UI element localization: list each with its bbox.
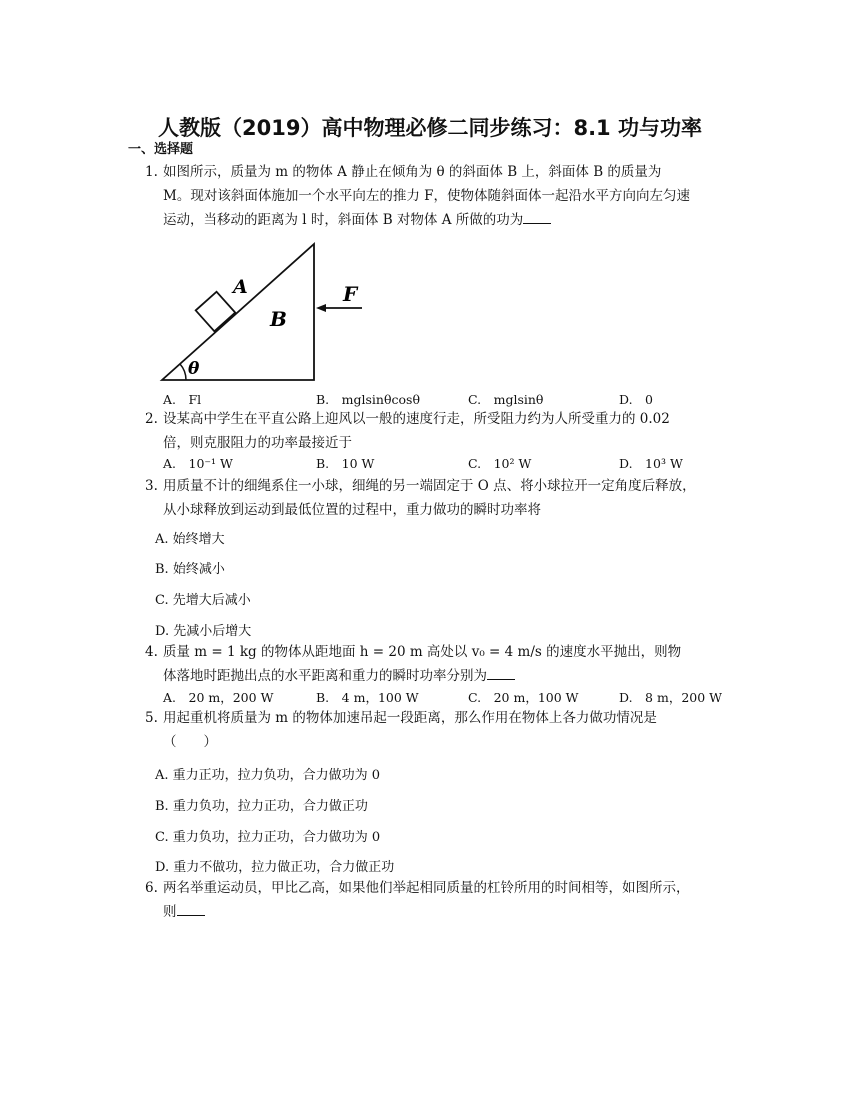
options-q2 xyxy=(163,454,763,474)
option-a: A. Fl xyxy=(163,392,202,407)
question-text-line: 体落地时距抛出点的水平距离和重力的瞬时功率分别为 xyxy=(163,668,487,684)
option-c: C. 20 m，100 W xyxy=(468,690,579,705)
option-d: D. 先减小后增大 xyxy=(155,624,252,639)
question-text-line: 如图所示，质量为 m 的物体 A 静止在倾角为 θ 的斜面体 B 上，斜面体 B 的质量为 xyxy=(163,164,662,180)
label-f: F xyxy=(343,282,358,306)
question-text-line: 用质量不计的细绳系住一小球，细绳的另一端固定于 O 点、将小球拉开一定角度后释放， xyxy=(163,478,696,494)
incline-triangle xyxy=(162,244,314,380)
question-text-line: 则 xyxy=(163,904,177,920)
option-a: A. 始终增大 xyxy=(155,532,225,547)
question-1 xyxy=(145,160,745,232)
option-b: B. mglsinθcosθ xyxy=(316,392,420,407)
answer-blank xyxy=(523,209,551,224)
label-theta: θ xyxy=(188,359,200,379)
option-c: C. mglsinθ xyxy=(468,392,544,407)
option-c: C. 重力负功，拉力正功，合力做功为 0 xyxy=(155,830,381,845)
question-text-line: 运动，当移动的距离为 l 时，斜面体 B 对物体 A 所做的功为 xyxy=(163,212,524,228)
question-2 xyxy=(145,407,745,455)
question-text-line: 从小球释放到运动到最低位置的过程中，重力做功的瞬时功率将 xyxy=(163,502,541,518)
option-b: B. 重力负功，拉力正功，合力做正功 xyxy=(155,799,368,814)
question-4 xyxy=(145,640,745,688)
question-number: 4. xyxy=(145,644,158,660)
question-3 xyxy=(145,474,745,522)
option-b: B. 10 W xyxy=(316,456,375,471)
section-heading: 一、选择题 xyxy=(128,142,194,157)
question-number: 6. xyxy=(145,880,158,896)
page-title: 人教版（2019）高中物理必修二同步练习：8.1 功与功率 xyxy=(158,116,702,140)
question-number: 5. xyxy=(145,710,158,726)
question-text-line: 两名举重运动员，甲比乙高，如果他们举起相同质量的杠铃所用的时间相等，如图所示， xyxy=(163,880,690,896)
label-a: A xyxy=(233,276,248,298)
question-number: 3. xyxy=(145,478,158,494)
option-a: A. 10⁻¹ W xyxy=(163,456,233,471)
force-arrowhead xyxy=(316,304,326,312)
answer-blank xyxy=(487,665,515,680)
option-c: C. 先增大后减小 xyxy=(155,593,251,608)
question-text-line: 设某高中学生在平直公路上迎风以一般的速度行走，所受阻力约为人所受重力的 0.02 xyxy=(163,411,670,427)
question-text-line: M。现对该斜面体施加一个水平向左的推力 F，使物体随斜面体一起沿水平方向向左匀速 xyxy=(163,188,690,204)
block-a xyxy=(196,292,236,332)
label-b: B xyxy=(270,307,287,331)
option-d: D. 8 m，200 W xyxy=(619,690,723,705)
option-a: A. 20 m，200 W xyxy=(163,690,274,705)
question-number: 1. xyxy=(145,164,158,180)
question-5 xyxy=(145,706,745,754)
option-b: B. 4 m，100 W xyxy=(316,690,419,705)
option-b: B. 始终减小 xyxy=(155,562,225,577)
question-text-line: 质量 m = 1 kg 的物体从距地面 h = 20 m 高处以 v₀ = 4 m/s 的速度水平抛出，则物 xyxy=(163,644,682,660)
option-d: D. 重力不做功，拉力做正功，合力做正功 xyxy=(155,860,395,875)
question-number: 2. xyxy=(145,411,158,427)
question-6 xyxy=(145,876,745,924)
option-d: D. 10³ W xyxy=(619,456,683,471)
angle-arc xyxy=(180,364,186,380)
option-a: A. 重力正功，拉力负功，合力做功为 0 xyxy=(155,768,381,783)
incline-figure xyxy=(150,238,390,388)
option-d: D. 0 xyxy=(619,392,654,407)
option-c: C. 10² W xyxy=(468,456,532,471)
options-q4 xyxy=(163,688,763,708)
answer-blank xyxy=(177,901,205,916)
question-text-line: 倍，则克服阻力的功率最接近于 xyxy=(163,435,352,451)
question-text-line: 用起重机将质量为 m 的物体加速吊起一段距离，那么作用在物体上各力做功情况是 xyxy=(163,710,657,726)
question-text-line: （ ） xyxy=(163,734,217,750)
